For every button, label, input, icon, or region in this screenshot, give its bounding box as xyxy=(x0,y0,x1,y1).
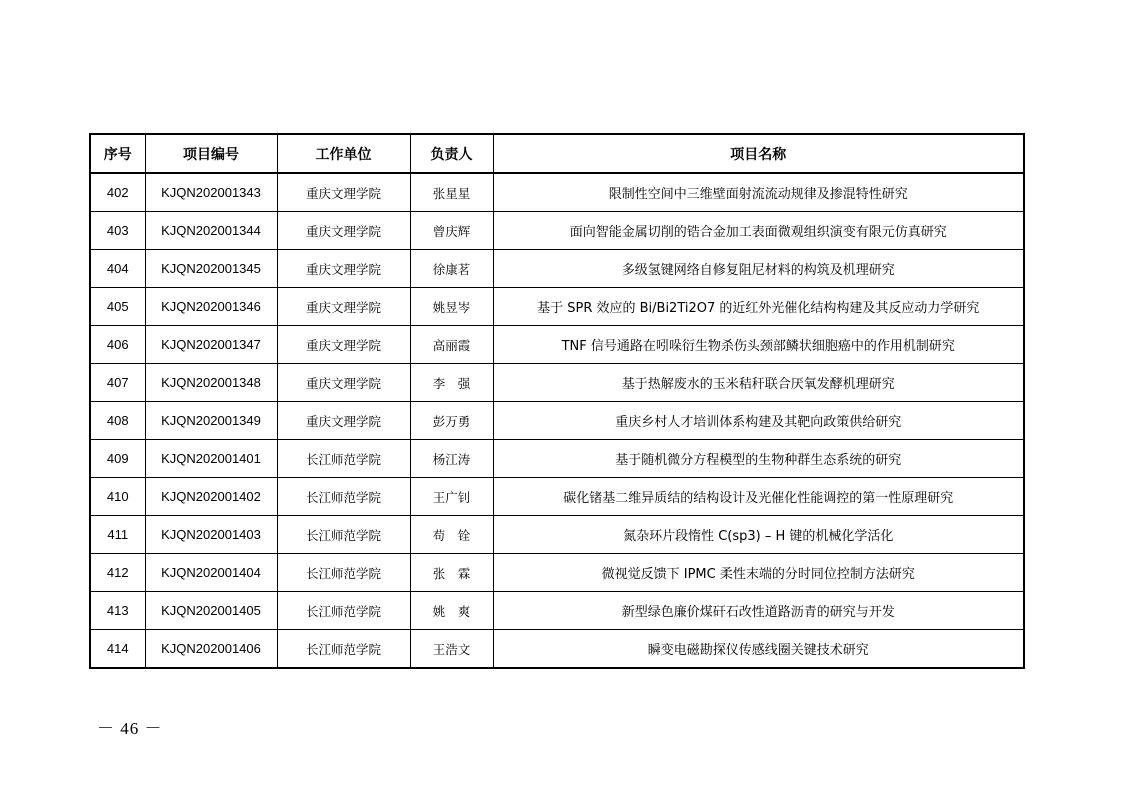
row-code: KJQN202001404 xyxy=(145,554,277,592)
row-code: KJQN202001347 xyxy=(145,326,277,364)
table-row xyxy=(90,212,1024,250)
row-num: 410 xyxy=(90,478,145,516)
row-num: 411 xyxy=(90,516,145,554)
row-name: 基于随机微分方程模型的生物种群生态系统的研究 xyxy=(493,440,1024,478)
row-num: 407 xyxy=(90,364,145,402)
row-code: KJQN202001406 xyxy=(145,630,277,669)
row-num: 406 xyxy=(90,326,145,364)
row-person: 张 霖 xyxy=(410,554,493,592)
row-person: 徐康茗 xyxy=(410,250,493,288)
row-unit: 重庆文理学院 xyxy=(277,364,410,402)
row-num: 402 xyxy=(90,173,145,212)
row-name: TNF 信号通路在吲哚衍生物杀伤头颈部鳞状细胞癌中的作用机制研究 xyxy=(493,326,1024,364)
row-person: 杨江涛 xyxy=(410,440,493,478)
row-code: KJQN202001345 xyxy=(145,250,277,288)
row-person: 姚 爽 xyxy=(410,592,493,630)
header-num: 序号 xyxy=(90,134,145,173)
row-num: 403 xyxy=(90,212,145,250)
row-unit: 重庆文理学院 xyxy=(277,288,410,326)
table-row xyxy=(90,440,1024,478)
row-num: 408 xyxy=(90,402,145,440)
row-code: KJQN202001346 xyxy=(145,288,277,326)
row-code: KJQN202001401 xyxy=(145,440,277,478)
table-row xyxy=(90,630,1024,669)
row-name: 碳化锗基二维异质结的结构设计及光催化性能调控的第一性原理研究 xyxy=(493,478,1024,516)
row-name: 基于热解废水的玉米秸秆联合厌氧发酵机理研究 xyxy=(493,364,1024,402)
row-code: KJQN202001349 xyxy=(145,402,277,440)
row-code: KJQN202001348 xyxy=(145,364,277,402)
row-name: 多级氢键网络自修复阻尼材料的构筑及机理研究 xyxy=(493,250,1024,288)
row-person: 张星星 xyxy=(410,173,493,212)
row-code: KJQN202001403 xyxy=(145,516,277,554)
row-code: KJQN202001344 xyxy=(145,212,277,250)
table-row xyxy=(90,554,1024,592)
table-row xyxy=(90,326,1024,364)
header-name: 项目名称 xyxy=(493,134,1024,173)
row-name: 氮杂环片段惰性 C(sp3) – H 键的机械化学活化 xyxy=(493,516,1024,554)
row-num: 414 xyxy=(90,630,145,669)
row-person: 李 强 xyxy=(410,364,493,402)
row-name: 瞬变电磁勘探仪传感线圈关键技术研究 xyxy=(493,630,1024,669)
table-row xyxy=(90,364,1024,402)
row-name: 面向智能金属切削的锆合金加工表面微观组织演变有限元仿真研究 xyxy=(493,212,1024,250)
row-unit: 重庆文理学院 xyxy=(277,250,410,288)
table-row xyxy=(90,250,1024,288)
table-row xyxy=(90,402,1024,440)
row-num: 409 xyxy=(90,440,145,478)
table-row xyxy=(90,592,1024,630)
row-person: 王浩文 xyxy=(410,630,493,669)
table-row xyxy=(90,516,1024,554)
row-num: 412 xyxy=(90,554,145,592)
row-person: 彭万勇 xyxy=(410,402,493,440)
row-unit: 长江师范学院 xyxy=(277,440,410,478)
row-unit: 长江师范学院 xyxy=(277,478,410,516)
row-person: 姚昱岑 xyxy=(410,288,493,326)
row-name: 重庆乡村人才培训体系构建及其靶向政策供给研究 xyxy=(493,402,1024,440)
row-person: 高丽霞 xyxy=(410,326,493,364)
row-person: 王广钊 xyxy=(410,478,493,516)
row-person: 曾庆辉 xyxy=(410,212,493,250)
row-unit: 长江师范学院 xyxy=(277,630,410,669)
table-row xyxy=(90,478,1024,516)
row-name: 微视觉反馈下 IPMC 柔性末端的分时同位控制方法研究 xyxy=(493,554,1024,592)
row-name: 新型绿色廉价煤矸石改性道路沥青的研究与开发 xyxy=(493,592,1024,630)
row-unit: 长江师范学院 xyxy=(277,554,410,592)
row-unit: 长江师范学院 xyxy=(277,592,410,630)
row-num: 405 xyxy=(90,288,145,326)
table-header-row xyxy=(90,134,1024,173)
row-unit: 重庆文理学院 xyxy=(277,173,410,212)
row-unit: 重庆文理学院 xyxy=(277,212,410,250)
row-name: 基于 SPR 效应的 Bi/Bi2Ti2O7 的近红外光催化结构构建及其反应动力学研究 xyxy=(493,288,1024,326)
row-code: KJQN202001343 xyxy=(145,173,277,212)
row-num: 413 xyxy=(90,592,145,630)
row-unit: 长江师范学院 xyxy=(277,516,410,554)
row-num: 404 xyxy=(90,250,145,288)
row-code: KJQN202001402 xyxy=(145,478,277,516)
row-unit: 重庆文理学院 xyxy=(277,326,410,364)
header-code: 项目编号 xyxy=(145,134,277,173)
row-person: 苟 铨 xyxy=(410,516,493,554)
table-row xyxy=(90,288,1024,326)
row-unit: 重庆文理学院 xyxy=(277,402,410,440)
header-person: 负责人 xyxy=(410,134,493,173)
row-name: 限制性空间中三维壁面射流流动规律及掺混特性研究 xyxy=(493,173,1024,212)
project-table xyxy=(89,133,1025,669)
page-number: － 46 － xyxy=(97,719,163,738)
row-code: KJQN202001405 xyxy=(145,592,277,630)
table-row xyxy=(90,173,1024,212)
header-unit: 工作单位 xyxy=(277,134,410,173)
